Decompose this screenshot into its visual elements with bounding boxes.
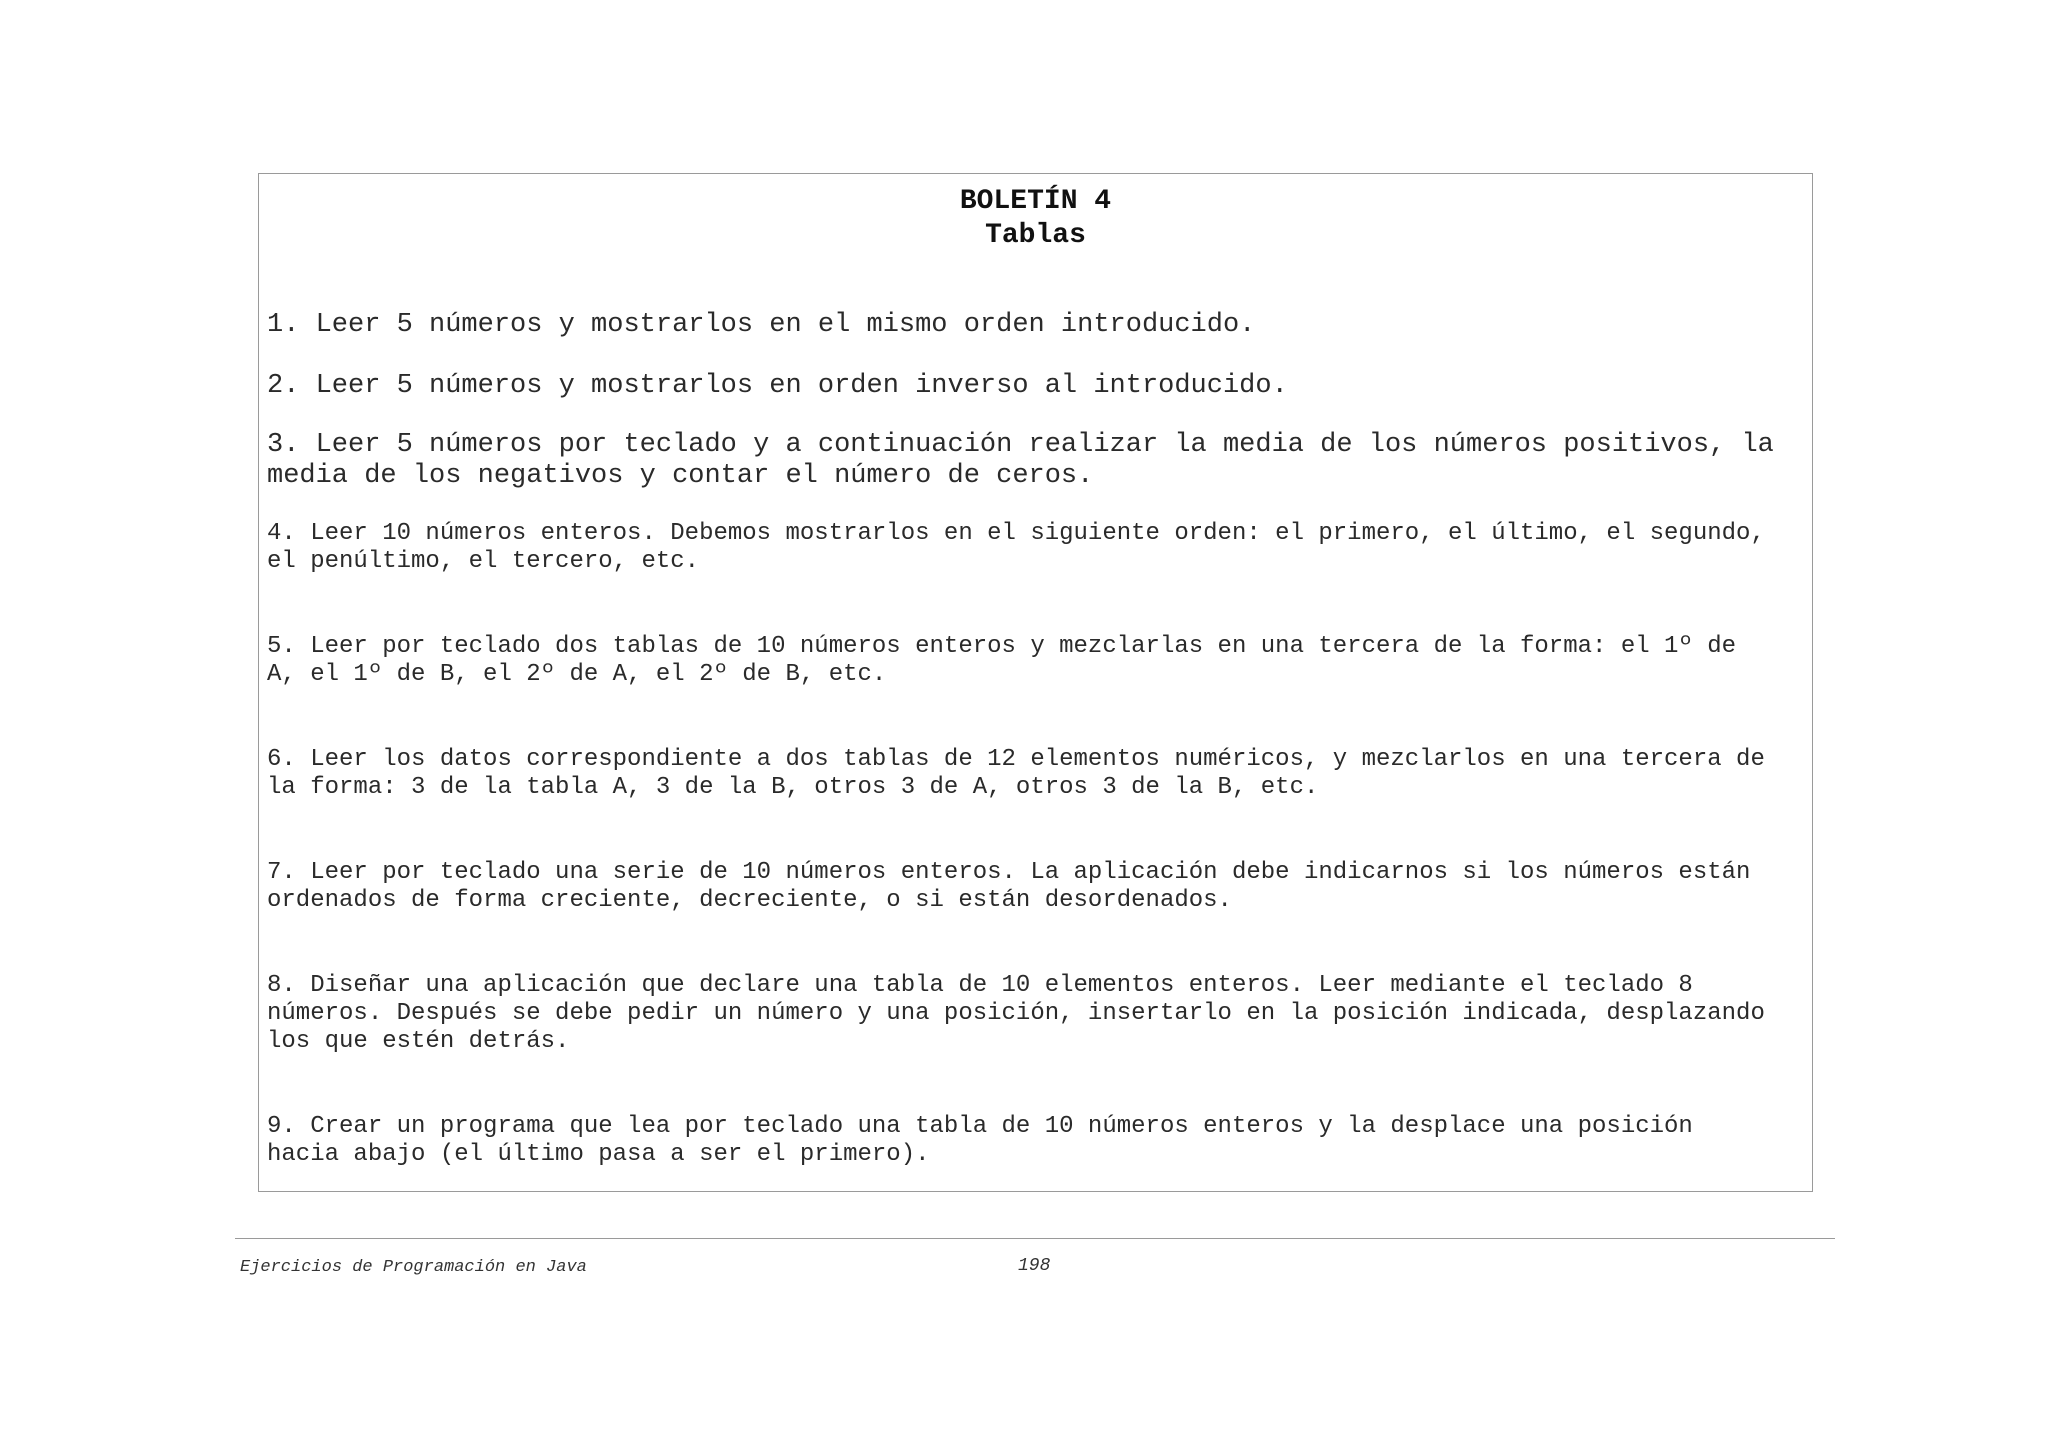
exercise-7 [267, 859, 1807, 915]
exercise-1 [267, 310, 1807, 341]
exercise-sheet-frame [258, 173, 1813, 1192]
exercise-8 [267, 972, 1807, 1056]
exercise-2 [267, 371, 1807, 402]
exercise-line: 5. Leer por teclado dos tablas de 10 números enteros y mezclarlas en una tercera de la forma: el 1º de [267, 633, 1737, 660]
exercise-line: 6. Leer los datos correspondiente a dos tablas de 12 elementos numéricos, y mezclarlos en una tercera de [267, 746, 1765, 773]
exercise-line: 1. Leer 5 números y mostrarlos en el mismo orden introducido. [267, 310, 1256, 340]
exercise-line: 2. Leer 5 números y mostrarlos en orden inverso al introducido. [267, 371, 1288, 401]
exercise-line: la forma: 3 de la tabla A, 3 de la B, otros 3 de A, otros 3 de la B, etc. [267, 774, 1319, 801]
exercise-4 [267, 520, 1807, 576]
footer-page-number: 198 [1018, 1256, 1051, 1276]
exercise-5 [267, 633, 1807, 689]
exercise-3 [267, 430, 1807, 492]
exercise-line: números. Después se debe pedir un número y una posición, insertarlo en la posición indicada, desplazando [267, 1000, 1765, 1027]
footer-divider [235, 1238, 1835, 1239]
exercise-6 [267, 746, 1807, 802]
footer-book-title: Ejercicios de Programación en Java [240, 1258, 587, 1277]
bulletin-subtitle: Tablas [985, 220, 1086, 251]
bulletin-title: BOLETÍN 4 [959, 186, 1112, 217]
exercise-line: 3. Leer 5 números por teclado y a continuación realizar la media de los números positivos, la [267, 430, 1774, 460]
exercise-line: 9. Crear un programa que lea por teclado una tabla de 10 números enteros y la desplace una posición [267, 1113, 1693, 1140]
exercise-line: 8. Diseñar una aplicación que declare una tabla de 10 elementos enteros. Leer mediante el teclado 8 [267, 972, 1693, 999]
exercise-line: media de los negativos y contar el número de ceros. [267, 461, 1094, 491]
exercise-line: el penúltimo, el tercero, etc. [267, 548, 700, 575]
exercise-line: los que estén detrás. [267, 1028, 570, 1055]
exercise-line: 7. Leer por teclado una serie de 10 números enteros. La aplicación debe indicarnos si los números están [267, 859, 1751, 886]
exercise-line: ordenados de forma creciente, decreciente, o si están desordenados. [267, 887, 1232, 914]
exercise-line: 4. Leer 10 números enteros. Debemos mostrarlos en el siguiente orden: el primero, el último, el segundo, [267, 520, 1765, 547]
exercise-9 [267, 1113, 1807, 1169]
exercise-line: A, el 1º de B, el 2º de A, el 2º de B, etc. [267, 661, 887, 688]
exercise-line: hacia abajo (el último pasa a ser el primero). [267, 1141, 930, 1168]
